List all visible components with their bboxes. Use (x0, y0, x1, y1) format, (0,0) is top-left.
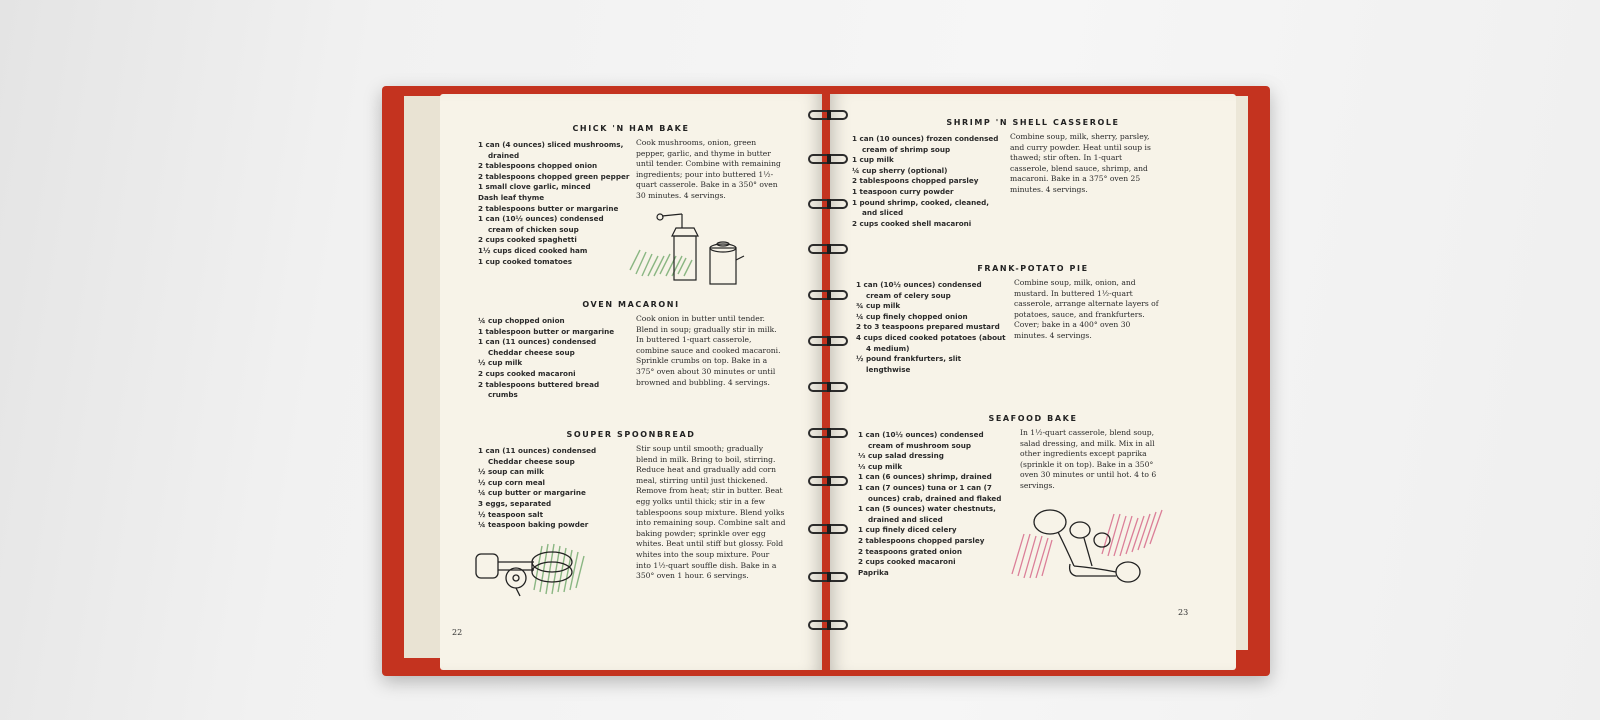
spiral-binding (808, 102, 848, 650)
ingredient: 2 tablespoons butter or margarine (478, 203, 619, 213)
ingredient: ⅓ cup milk (858, 461, 903, 471)
ingredient: 2 cups cooked macaroni (478, 368, 576, 378)
binding-coil (808, 572, 848, 582)
ingredient: 3 eggs, separated (478, 498, 552, 508)
ingredient-list (856, 280, 1006, 375)
ingredient: 1 can (10 ounces) frozen condensed cream of shrimp soup (852, 134, 999, 154)
ingredient: 1½ cups diced cooked ham (478, 245, 588, 255)
ingredient: ¼ cup chopped onion (478, 316, 565, 325)
binding-coil (808, 620, 848, 630)
binding-coil (808, 336, 848, 346)
ingredient: ½ cup milk (478, 358, 523, 368)
recipe-method: Combine soup, milk, sherry, parsley, and curry powder. Heat until soup is thawed; stir often. In 1-quart casserole, blend sauce, shrimp, and macaroni. Bake in a 375° oven 25 minutes. 4 servings. (1010, 132, 1151, 194)
ingredient: 1 can (10½ ounces) condensed cream of celery soup (856, 280, 982, 300)
ingredient: Paprika (858, 567, 889, 577)
recipe-method: Stir soup until smooth; gradually blend in milk. Bring to boil, stirring. Reduce heat and gradually add corn meal, stirring until just thickened. Remove from heat; stir in butter. Beat egg yolks until thick; stir in a few tablespoons soup mixture. Blend yolks into remaining soup. Combine salt and baking powder; sprinkle over egg whites. Beat until stiff but glossy. Fold whites into the soup mixture. Pour into 1½-quart souffle dish. Bake in a 350° oven 1 hour. 6 servings. (636, 444, 786, 581)
ingredient: ¾ cup milk (856, 301, 901, 311)
recipe-title: FRANK-POTATO PIE (977, 264, 1089, 273)
ingredient: ½ soup can milk (478, 467, 544, 477)
ingredient: ¼ cup sherry (optional) (852, 165, 948, 175)
ingredient: ⅓ cup salad dressing (858, 451, 944, 461)
ingredient: 2 cups cooked spaghetti (478, 235, 577, 245)
ingredient: 1 small clove garlic, minced (478, 182, 591, 192)
ingredient: 4 cups diced cooked potatoes (about 4 medium) (856, 332, 1006, 353)
recipe-title: CHICK 'N HAM BAKE (572, 124, 690, 133)
page-number: 22 (452, 628, 463, 637)
recipe-title: OVEN MACARONI (582, 300, 680, 309)
ingredient: ¼ teaspoon baking powder (478, 520, 589, 530)
right-page (830, 94, 1236, 670)
ingredient-list (478, 140, 630, 267)
ingredient: 2 teaspoons grated onion (858, 546, 962, 556)
ingredient: 1 pound shrimp, cooked, cleaned, and sliced (852, 197, 990, 218)
recipe-title: SHRIMP 'N SHELL CASSEROLE (946, 118, 1120, 127)
ingredient: 2 tablespoons chopped parsley (852, 176, 979, 186)
ingredient: 2 tablespoons chopped green pepper (478, 171, 630, 181)
ingredient-list (858, 430, 1008, 578)
ingredient-list (478, 446, 630, 531)
ingredient: 1 can (4 ounces) sliced mushrooms, drained (478, 140, 624, 160)
egg-beater-icon (470, 540, 610, 602)
recipe-method: Combine soup, milk, onion, and mustard. In buttered 1½-quart casserole, arrange alternate layers of potatoes, sauce, and frankfurters. Cover; bake in a 400° oven 30 minutes. 4 servings. (1014, 278, 1159, 340)
ingredient: 2 cups cooked macaroni (858, 557, 956, 567)
binding-coil (808, 244, 848, 254)
ingredient: 1 cup cooked tomatoes (478, 256, 573, 266)
ingredient: 1 can (10½ ounces) condensed cream of chicken soup (478, 214, 604, 234)
ingredient: 2 tablespoons buttered bread crumbs (478, 379, 600, 400)
ingredient: ¼ cup butter or margarine (478, 488, 586, 498)
pepper-grinder-and-canister-icon (626, 210, 756, 292)
binding-coil (808, 199, 848, 209)
ingredient: 1 teaspoon curry powder (852, 186, 954, 196)
ingredient: 2 tablespoons chopped parsley (858, 535, 985, 545)
ingredient: 2 tablespoons chopped onion (478, 161, 598, 171)
ingredient-list (852, 134, 1002, 229)
binding-coil (808, 524, 848, 534)
recipe-method: In 1½-quart casserole, blend soup, salad dressing, and milk. Mix in all other ingredients except paprika (sprinkle it on top). Bake in a 350° oven 30 minutes or until hot. 4 to 6 servings. (1020, 428, 1157, 490)
binding-coil (808, 428, 848, 438)
ingredient: 1 can (6 ounces) shrimp, drained (858, 472, 992, 482)
binding-coil (808, 154, 848, 164)
ingredient: 1 tablespoon butter or margarine (478, 326, 615, 336)
binding-coil (808, 382, 848, 392)
ingredient: ½ teaspoon salt (478, 509, 544, 519)
ingredient: 1 cup finely diced celery (858, 525, 957, 535)
recipe-method: Cook onion in butter until tender. Blend in soup; gradually stir in milk. In buttered 1-quart casserole, combine sauce and cooked macaroni. Sprinkle crumbs on top. Bake in a 375° oven about 30 minutes or until browned and bubbling. 4 servings. (636, 314, 781, 387)
recipe-title: SEAFOOD BAKE (988, 414, 1078, 423)
left-page (440, 94, 822, 670)
ingredient: 1 can (5 ounces) water chestnuts, drained and sliced (858, 504, 996, 524)
ingredient: 1 cup milk (852, 155, 894, 165)
binding-coil (808, 290, 848, 300)
ingredient: ½ pound frankfurters, slit lengthwise (856, 354, 962, 374)
recipe-title: SOUPER SPOONBREAD (566, 430, 696, 439)
measuring-spoons-icon (1010, 504, 1170, 586)
page-number: 23 (1178, 608, 1189, 617)
ingredient: 1 can (11 ounces) condensed Cheddar cheese soup (478, 337, 597, 357)
ingredient: 2 cups cooked shell macaroni (852, 218, 972, 228)
ingredient: ¼ cup finely chopped onion (856, 311, 968, 321)
ingredient: Dash leaf thyme (478, 192, 545, 202)
ingredient: 1 can (7 ounces) tuna or 1 can (7 ounces) crab, drained and flaked (858, 482, 1002, 503)
binding-coil (808, 476, 848, 486)
binding-coil (808, 110, 848, 120)
ingredient: 1 can (11 ounces) condensed Cheddar cheese soup (478, 446, 597, 466)
recipe-method: Cook mushrooms, onion, green pepper, garlic, and thyme in butter until tender. Combine with remaining ingredients; pour into buttered 1½-quart casserole. Bake in a 350° oven 30 minutes. 4 servings. (636, 138, 781, 200)
ingredient: ½ cup corn meal (478, 477, 546, 487)
ingredient: 2 to 3 teaspoons prepared mustard (856, 322, 1000, 332)
ingredient-list (478, 316, 630, 401)
ingredient: 1 can (10½ ounces) condensed cream of mushroom soup (858, 430, 984, 450)
